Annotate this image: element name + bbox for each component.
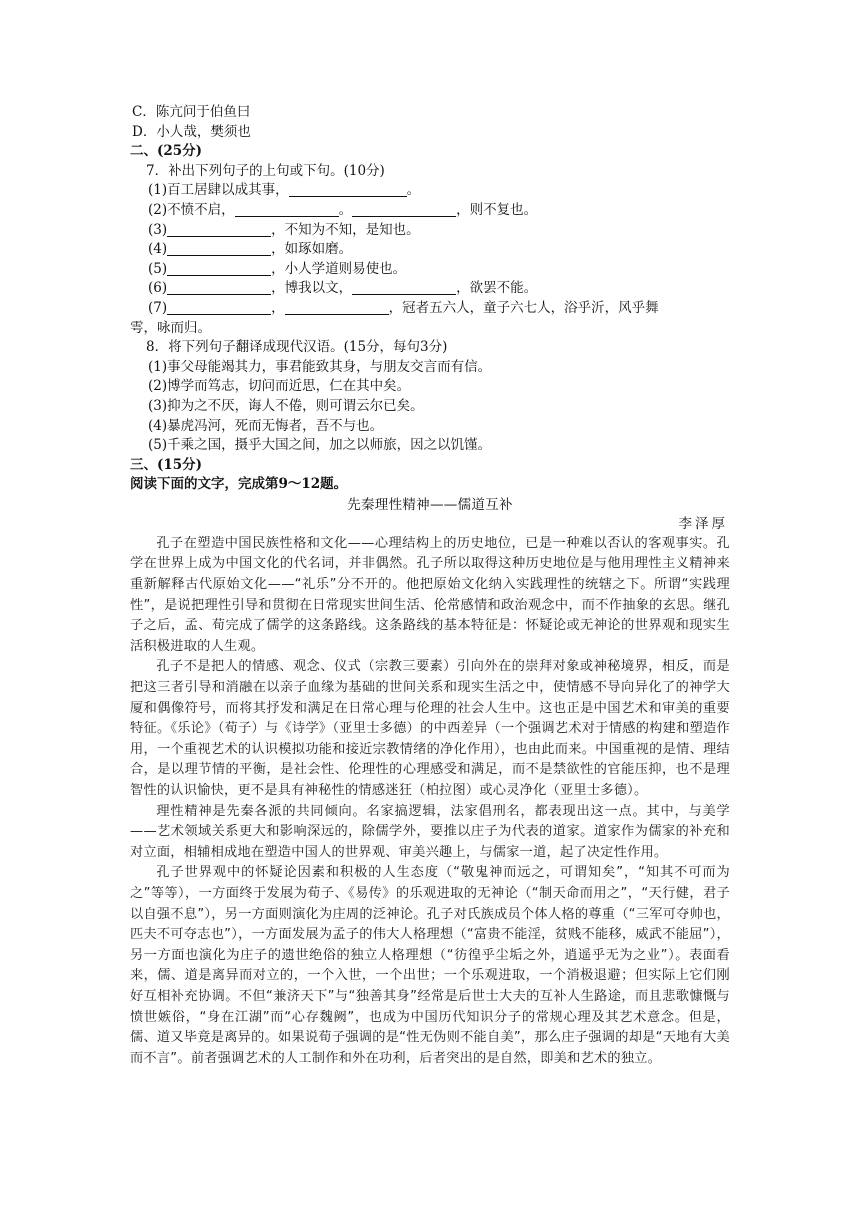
q8-item-4: (4)暴虎冯河，死而无悔者，吾不与也。 bbox=[148, 417, 384, 434]
paragraph: 孔子世界观中的怀疑论因素和积极的人生态度（“敬鬼神而远之，可谓知矣”，“知其不可而为之”等等），一方面终于发展为荀子、《易传》的乐观进取的无神论（“制天命而用之”，“天行健，君子以自强不息”），另一方面则演化为庄周的泛神论。孔子对氏族成员个体人格的尊重（“三军可夺帅也，匹夫不可夺志也”），一方面发展为孟子的伟大人格理想（“富贵不能淫，贫贱不能移，威武不能屈”），另一方面也演化为庄子的遗世绝俗的独立人格理想（“彷徨乎尘垢之外，逍遥乎无为之业”）。表面看来，儒、道是离异而对立的，一个入世，一个出世；一个乐观进取，一个消极退避；但实际上它们刚好互相补充协调。不但“兼济天下”与“独善其身”经常是后世士大夫的互补人生路途，而且悲歌慷慨与愤世嫉俗，“身在江湖”而“心存魏阙”，也成为中国历代知识分子的常规心理及其艺术意念。但是，儒、道又毕竟是离异的。如果说荀子强调的是“性无伪则不能自美”，那么庄子强调的却是“天地有大美而不言”。前者强调艺术的人工制作和外在功利，后者突出的是自然，即美和艺术的独立。 bbox=[130, 865, 730, 1066]
article-body bbox=[130, 534, 730, 1069]
item-text: 。 bbox=[338, 201, 353, 218]
section-2-heading: 二、(25分) bbox=[130, 143, 203, 160]
item-text: ，欲罢不能。 bbox=[456, 280, 538, 297]
q8-item-2: (2)博学而笃志，切问而近思，仁在其中矣。 bbox=[148, 378, 411, 395]
q7-item-6 bbox=[130, 279, 730, 299]
item-number: (7) bbox=[148, 299, 168, 316]
answer-blank[interactable] bbox=[235, 202, 339, 217]
q7-item-5 bbox=[130, 260, 730, 280]
answer-blank[interactable] bbox=[167, 261, 271, 276]
item-number: (1) bbox=[148, 182, 168, 199]
answer-blank[interactable] bbox=[167, 222, 271, 237]
item-number: (6) bbox=[148, 280, 168, 297]
paragraph: 孔子不是把人的情感、观念、仪式（宗教三要素）引向外在的崇拜对象或神秘境界，相反，而是把这三者引导和消融在以亲子血缘为基础的世间关系和现实生活之中，使情感不导向异化了的神学大厦和偶像符号，而将其抒发和满足在日常心理与伦理的社会人生中。这也正是中国艺术和审美的重要特征。《乐论》（荀子）与《诗学》（亚里士多德）的中西差异（一个强调艺术对于情感的构建和塑造作用，一个重视艺术的认识模拟功能和接近宗教情绪的净化作用），也由此而来。中国重视的是情、理结合，是以理节情的平衡，是社会性、伦理性的心理感受和满足，而不是禁欲性的官能压抑，也不是理智性的认识愉快，更不是具有神秘性的情感迷狂（柏拉图）或心灵净化（亚里士多德）。 bbox=[130, 659, 730, 798]
item-text: 不愤不启， bbox=[167, 201, 235, 218]
item-text: ， bbox=[271, 299, 285, 316]
q8-item-3: (3)抑为之不厌，诲人不倦，则可谓云尔已矣。 bbox=[148, 397, 424, 414]
q8-item-5: (5)千乘之国，摄乎大国之间，加之以师旅，因之以饥馑。 bbox=[148, 437, 492, 454]
item-text: 。 bbox=[406, 182, 421, 199]
reading-instruction: 阅读下面的文字，完成第9～12题。 bbox=[130, 476, 348, 493]
answer-blank[interactable] bbox=[167, 300, 271, 315]
item-text: ，小人学道则易使也。 bbox=[271, 260, 407, 277]
item-number: (3) bbox=[148, 221, 168, 238]
option-c: C．陈亢问于伯鱼曰 bbox=[132, 104, 251, 120]
answer-blank[interactable] bbox=[167, 280, 271, 295]
q7-item-4 bbox=[130, 240, 730, 260]
answer-blank[interactable] bbox=[352, 202, 456, 217]
item-text: ，不知为不知，是知也。 bbox=[271, 221, 420, 238]
item-text: 百工居肆以成其事， bbox=[167, 182, 289, 199]
q7-item-7-continued: 雩，咏而归。 bbox=[130, 319, 211, 336]
question-7-prompt: 7．补出下列句子的上句或下句。(10分) bbox=[146, 162, 385, 179]
option-d: D．小人哉，樊须也 bbox=[132, 123, 251, 140]
answer-blank[interactable] bbox=[352, 280, 456, 295]
section-3-heading: 三、(15分) bbox=[130, 456, 203, 473]
answer-blank[interactable] bbox=[167, 241, 271, 256]
answer-blank[interactable] bbox=[285, 300, 389, 315]
q8-item-1: (1)事父母能竭其力，事君能致其身，与朋友交言而有信。 bbox=[148, 358, 492, 375]
item-text: ，博我以文， bbox=[271, 280, 353, 297]
item-number: (2) bbox=[148, 201, 168, 218]
article-author: 李泽厚 bbox=[678, 515, 728, 532]
document-content bbox=[130, 103, 730, 1069]
answer-blank[interactable] bbox=[289, 182, 407, 197]
q7-item-7 bbox=[130, 299, 730, 319]
paragraph: 理性精神是先秦各派的共同倾向。名家搞逻辑，法家倡刑名，都表现出这一点。其中，与美学——艺术领域关系更大和影响深远的，除儒学外，要推以庄子为代表的道家。道家作为儒家的补充和对立面，相辅相成地在塑造中国人的世界观、审美兴趣上，与儒家一道，起了决定性作用。 bbox=[130, 803, 730, 860]
item-text: ，冠者五六人，童子六七人，浴乎沂，风乎舞 bbox=[388, 299, 659, 316]
item-number: (4) bbox=[148, 241, 168, 258]
question-8-prompt: 8．将下列句子翻译成现代汉语。(15分，每句3分) bbox=[146, 339, 448, 356]
q7-item-2 bbox=[130, 201, 730, 221]
item-text: ，如琢如磨。 bbox=[271, 241, 353, 258]
q7-item-3 bbox=[130, 221, 730, 241]
paragraph: 孔子在塑造中国民族性格和文化——心理结构上的历史地位，已是一种难以否认的客观事实。孔学在世界上成为中国文化的代名词，并非偶然。孔子所以取得这种历史地位是与他用理性主义精神来重新解释古代原始文化——“礼乐”分不开的。他把原始文化纳入实践理性的统辖之下。所谓“实践理性”，是说把理性引导和贯彻在日常现实世间生活、伦常感情和政治观念中，而不作抽象的玄思。继孔子之后，孟、荀完成了儒学的这条路线。这条路线的基本特征是：怀疑论或无神论的世界观和现实生活积极进取的人生观。 bbox=[130, 535, 730, 654]
article-title: 先秦理性精神——儒道互补 bbox=[347, 496, 513, 513]
q7-item-1 bbox=[130, 181, 730, 201]
item-text: ，则不复也。 bbox=[456, 201, 538, 218]
item-number: (5) bbox=[148, 260, 168, 277]
